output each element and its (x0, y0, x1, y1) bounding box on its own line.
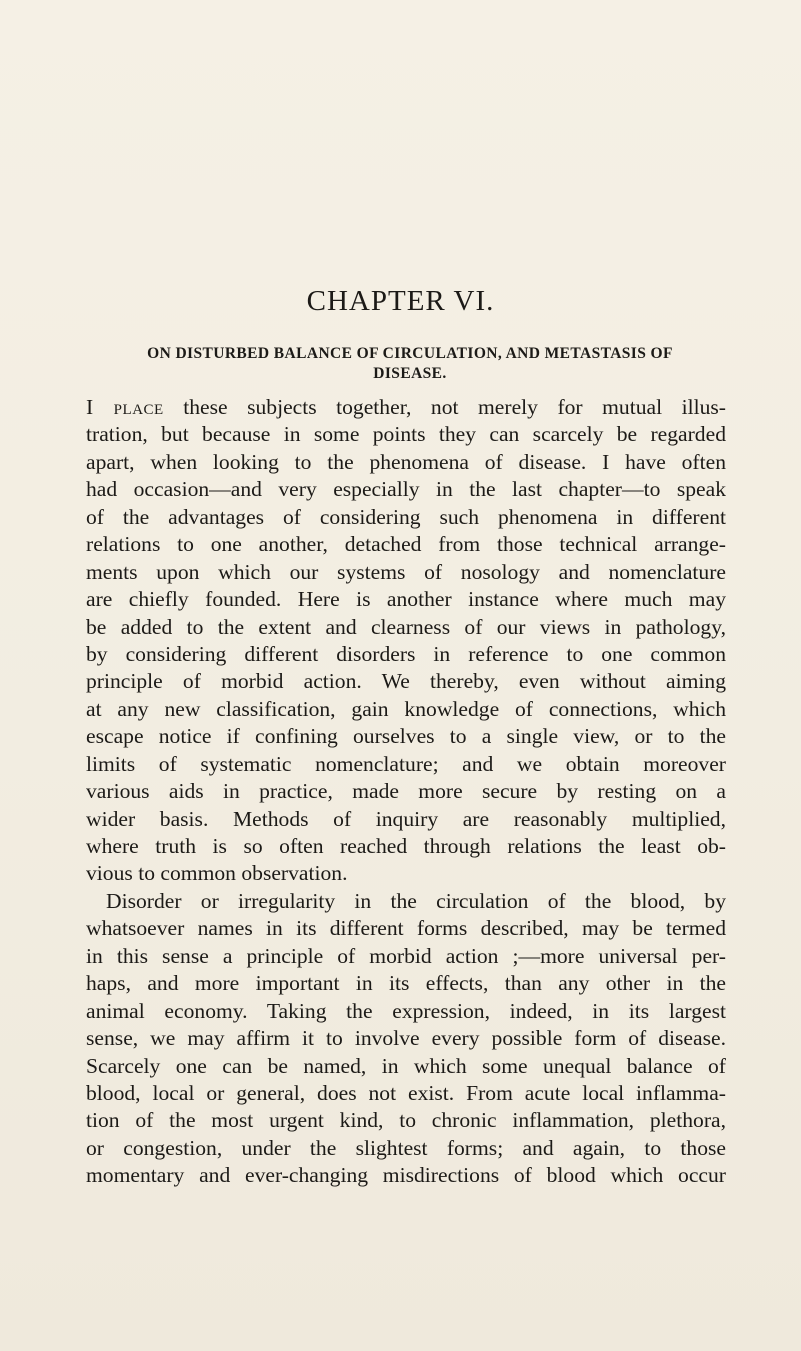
text-line: blood, local or general, does not exist. From acute local inflamma- (86, 1080, 726, 1105)
text-line: principle of morbid action. We thereby, even without aiming (86, 669, 726, 694)
lead-words: I place (86, 395, 164, 419)
text-line: be added to the extent and clearness of our views in pathology, (86, 614, 726, 639)
text-line: haps, and more important in its effects, than any other in the (86, 971, 726, 996)
text-line: at any new classification, gain knowledge of connections, which (86, 696, 726, 721)
text-line: tration, but because in some points they can scarcely be regarded (86, 422, 726, 447)
text-line: whatsoever names in its different forms described, may be termed (86, 916, 726, 941)
text-line: momentary and ever-changing misdirections of blood which occur (86, 1163, 726, 1188)
text-line: by considering different disorders in reference to one common (86, 641, 726, 666)
text-line-content: these subjects together, not merely for mutual illus- (183, 395, 726, 419)
text-line: where truth is so often reached through relations the least ob- (86, 834, 726, 858)
text-line: Scarcely one can be named, in which some unequal balance of (86, 1053, 726, 1078)
text-line: escape notice if confining ourselves to a single view, or to the (86, 724, 726, 749)
text-line: of the advantages of considering such phenomena in different (86, 504, 726, 529)
chapter-subtitle: ON DISTURBED BALANCE OF CIRCULATION, AND METASTASIS OF DISEASE. (147, 345, 673, 382)
text-line: various aids in practice, made more secure by resting on a (86, 779, 726, 804)
text-line: Disorder or irregularity in the circulation of the blood, by (106, 888, 726, 913)
text-line: vious to common observation. (86, 861, 348, 886)
text-line: or congestion, under the slightest forms; and again, to those (86, 1135, 726, 1160)
text-line (86, 394, 726, 421)
text-line: in this sense a principle of morbid action ;—more universal per- (86, 943, 726, 968)
text-line: ments upon which our systems of nosology and nomenclature (86, 559, 726, 584)
body-text (86, 394, 726, 1190)
text-line: sense, we may affirm it to involve every possible form of disease. (86, 1026, 726, 1051)
text-line: animal economy. Taking the expression, indeed, in its largest (86, 998, 726, 1023)
text-line: are chiefly founded. Here is another instance where much may (86, 587, 726, 612)
text-line: tion of the most urgent kind, to chronic inflammation, plethora, (86, 1108, 726, 1133)
text-line: had occasion—and very especially in the last chapter—to speak (86, 477, 726, 502)
text-line: limits of systematic nomenclature; and we obtain moreover (86, 751, 726, 776)
text-line: wider basis. Methods of inquiry are reasonably multiplied, (86, 806, 726, 831)
text-line: relations to one another, detached from those technical arrange- (86, 532, 726, 557)
text-line: apart, when looking to the phenomena of disease. I have often (86, 449, 726, 474)
chapter-title: CHAPTER VI. (306, 285, 495, 317)
